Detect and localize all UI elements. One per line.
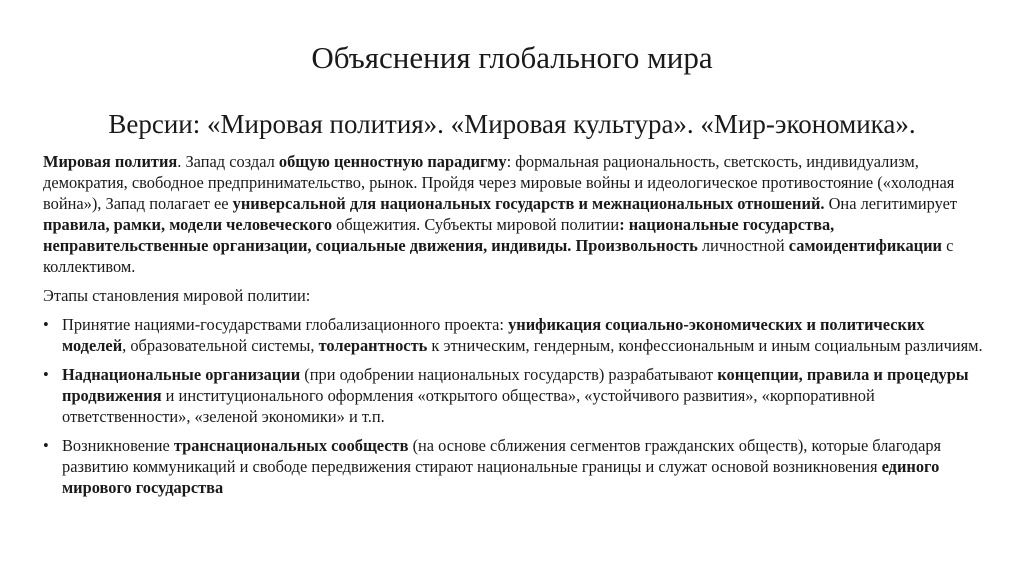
emphasis-text: : национальные государства, неправительственные организации, социальные движения, индивиды. Произвольность — [43, 215, 835, 255]
plain-text: . Запад создал — [177, 152, 279, 171]
list-item-text — [62, 315, 983, 355]
emphasis-text: единого мирового государства — [62, 457, 940, 497]
emphasis-text: универсальной для национальных государств и межнациональных отношений. — [232, 194, 825, 213]
emphasis-text: унификация социально-экономических и политических моделей — [62, 315, 925, 355]
bullet-symbol: • — [43, 365, 49, 384]
list-item-text — [62, 436, 941, 497]
emphasis-text: правила, рамки, модели человеческого — [43, 215, 333, 234]
plain-text: личностной — [697, 236, 789, 255]
list-item — [43, 364, 988, 427]
emphasis-text: концепции, правила и процедуры продвижения — [62, 365, 969, 405]
emphasis-text: самоидентификации — [788, 236, 943, 255]
plain-text: к этническим, гендерным, конфессиональным и иным социальным различиям. — [427, 336, 983, 355]
slide-title: Объяснения глобального мира — [311, 40, 713, 75]
plain-text: : формальная рациональность, светскость, индивидуализм, демократия, свободное предпринимательство, рынок. Пройдя через мировые войны и идеологическое противостояние («холодная война»), Запад полагает ее — [43, 152, 955, 213]
stages-list — [43, 314, 988, 498]
list-item — [43, 435, 988, 498]
plain-text: Возникновение — [62, 436, 174, 455]
plain-text: , образовательной системы, — [122, 336, 319, 355]
bullet-symbol: • — [43, 436, 49, 455]
plain-text: общежития. Субъекты мировой политии — [332, 215, 620, 234]
slide-body — [43, 151, 988, 506]
emphasis-text: Мировая полития — [43, 152, 178, 171]
intro-paragraph — [43, 151, 988, 277]
emphasis-text: общую ценностную парадигму — [278, 152, 507, 171]
slide-subtitle: Версии: «Мировая полития». «Мировая культура». «Мир-экономика». — [108, 109, 916, 139]
bullet-symbol: • — [43, 315, 49, 334]
stages-label: Этапы становления мировой политии: — [43, 286, 311, 305]
emphasis-text: толерантность — [318, 336, 428, 355]
plain-text: и институционального оформления «открытого общества», «устойчивого развития», «корпоративной ответственности», «зеленой экономики» и т.п. — [62, 386, 875, 426]
list-item — [43, 314, 988, 356]
list-item-text — [62, 365, 969, 426]
plain-text: Принятие нациями-государствами глобализационного проекта: — [62, 315, 509, 334]
emphasis-text: транснациональных сообществ — [173, 436, 409, 455]
plain-text: Она легитимирует — [824, 194, 958, 213]
emphasis-text: Наднациональные организации — [62, 365, 301, 384]
plain-text: (при одобрении национальных государств) разрабатывают — [300, 365, 718, 384]
plain-text: с коллективом. — [43, 236, 954, 276]
plain-text: (на основе сближения сегментов гражданских обществ), которые благодаря развитию коммуникаций и свободе передвижения стирают национальные границы и служат основой возникновения — [62, 436, 942, 476]
